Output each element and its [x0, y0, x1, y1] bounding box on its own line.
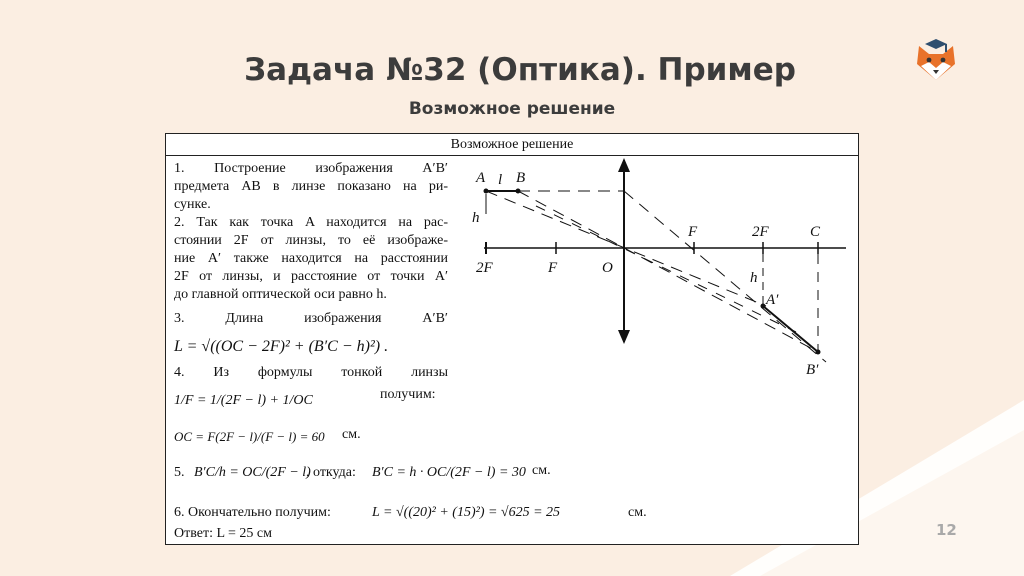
- label-b: B: [516, 170, 526, 186]
- ray-diagram: [466, 152, 856, 382]
- step5-unit: см.: [532, 463, 551, 478]
- step3-line1: 3. Длина изображения A′B′: [174, 311, 448, 326]
- page-subtitle: Возможное решение: [408, 99, 616, 119]
- image-ab: [763, 306, 818, 352]
- step1-line3: сунке.: [174, 197, 211, 212]
- fox-logo-icon: [913, 38, 959, 84]
- step4-unit: см.: [342, 427, 361, 442]
- step4-tail: получим:: [380, 387, 436, 402]
- step6-formula: L = √((20)² + (15)²) = √625 = 25: [372, 505, 561, 520]
- label-b-image: B′: [806, 362, 819, 378]
- label-c: C: [810, 224, 821, 240]
- ray-refracted: [624, 191, 826, 362]
- lens-arrow-bottom: [618, 330, 630, 344]
- step5-formula: B′C/h = OC/(2F − l): [194, 465, 311, 480]
- step2-line2: стоянии 2F от линзы, то её изображе-: [174, 233, 448, 248]
- step5-mid: , откуда:: [306, 465, 356, 480]
- answer-line: Ответ: L = 25 см: [174, 526, 272, 541]
- step2-line5: до главной оптической оси равно h.: [174, 287, 387, 302]
- step2-line4: 2F от линзы, и расстояние от точки A′: [174, 269, 448, 284]
- solution-card: [165, 133, 859, 545]
- label-l: l: [498, 172, 503, 188]
- step1-line2: предмета AB в линзе показано на ри-: [174, 179, 448, 194]
- step6-label: 6. Окончательно получим:: [174, 505, 331, 520]
- point-a-image: [761, 304, 766, 309]
- label-f-left: F: [548, 260, 558, 276]
- step6-unit: см.: [628, 505, 647, 520]
- step4-line1: 4. Из формулы тонкой линзы: [174, 365, 448, 380]
- step5-result: B′C = h · OC/(2F − l) = 30: [372, 465, 526, 480]
- lens-arrow-top: [618, 158, 630, 172]
- ray-through-center-b: [518, 191, 818, 352]
- label-f-right: F: [688, 224, 698, 240]
- step5-label: 5.: [174, 465, 185, 480]
- step4-result: OC = F(2F − l)/(F − l) = 60: [174, 429, 325, 444]
- page-number: 12: [936, 521, 957, 539]
- label-2f-left: 2F: [476, 260, 493, 276]
- label-a: A: [476, 170, 486, 186]
- point-b-image: [816, 350, 821, 355]
- step2-line1: 2. Так как точка A находится на рас-: [174, 215, 448, 230]
- label-h-left: h: [472, 210, 480, 226]
- label-a-image: A′: [766, 292, 779, 308]
- step1-line1: 1. Построение изображения A′B′: [174, 161, 448, 176]
- step3-formula: L = √((OC − 2F)² + (B′C − h)²) .: [174, 338, 389, 355]
- solution-header: Возможное решение: [166, 134, 858, 156]
- label-h-right: h: [750, 270, 758, 286]
- label-2f-right: 2F: [752, 224, 769, 240]
- page-title: Задача №32 (Оптика). Пример: [244, 52, 796, 88]
- step4-formula: 1/F = 1/(2F − l) + 1/OC: [174, 393, 313, 408]
- step2-line3: ние A′ также находится на расстоянии: [174, 251, 448, 266]
- label-o: O: [602, 260, 613, 276]
